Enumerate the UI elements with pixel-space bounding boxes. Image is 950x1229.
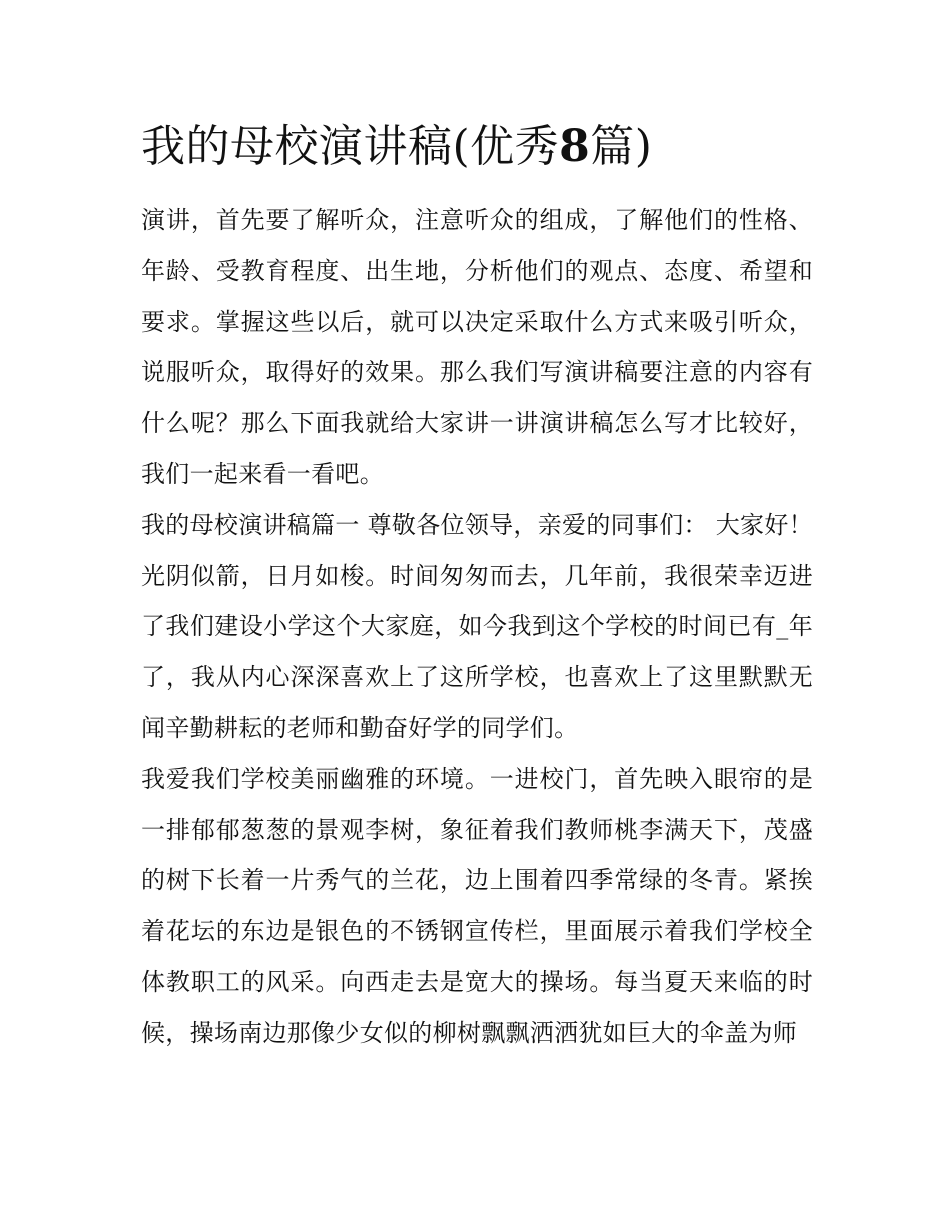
document-title [141,117,813,177]
paragraph-intro: 演讲，首先要了解听众，注意听众的组成，了解他们的性格、年龄、受教育程度、出生地，分析他们的观点、态度、希望和要求。掌握这些以后，就可以决定采取什么方式来吸引听众，说服听众，取得好的效果。那么我们写演讲稿要注意的内容有什么呢？那么下面我就给大家讲一讲演讲稿怎么写才比较好，我们一起来看一看吧。 [141,206,813,488]
title-suffix: 篇) [590,121,653,172]
document-body [141,117,813,1059]
title-number: 8 [559,121,591,172]
paragraph-greeting: 我的母校演讲稿篇一 尊敬各位领导，亲爱的同事们： 大家好！ [141,510,813,539]
paragraph-time: 光阴似箭，日月如梭。时间匆匆而去，几年前，我很荣幸迈进了我们建设小学这个大家庭，如今我到这个学校的时间已有_年了，我从内心深深喜欢上了这所学校，也喜欢上了这里默默无闻辛勤耕耘的老师和勤奋好学的同学们。 [141,561,813,742]
title-text: 我的母校演讲稿(优秀 [141,121,560,172]
paragraph-environment: 我爱我们学校美丽幽雅的环境。一进校门，首先映入眼帘的是一排郁郁葱葱的景观李树，象征着我们教师桃李满天下，茂盛的树下长着一片秀气的兰花，边上围着四季常绿的冬青。紧挨着花坛的东边是银色的不锈钢宣传栏，里面展示着我们学校全体教职工的风采。向西走去是宽大的操场。每当夏天来临的时候，操场南边那像少女似的柳树飘飘洒洒犹如巨大的伞盖为师 [141,764,813,1047]
